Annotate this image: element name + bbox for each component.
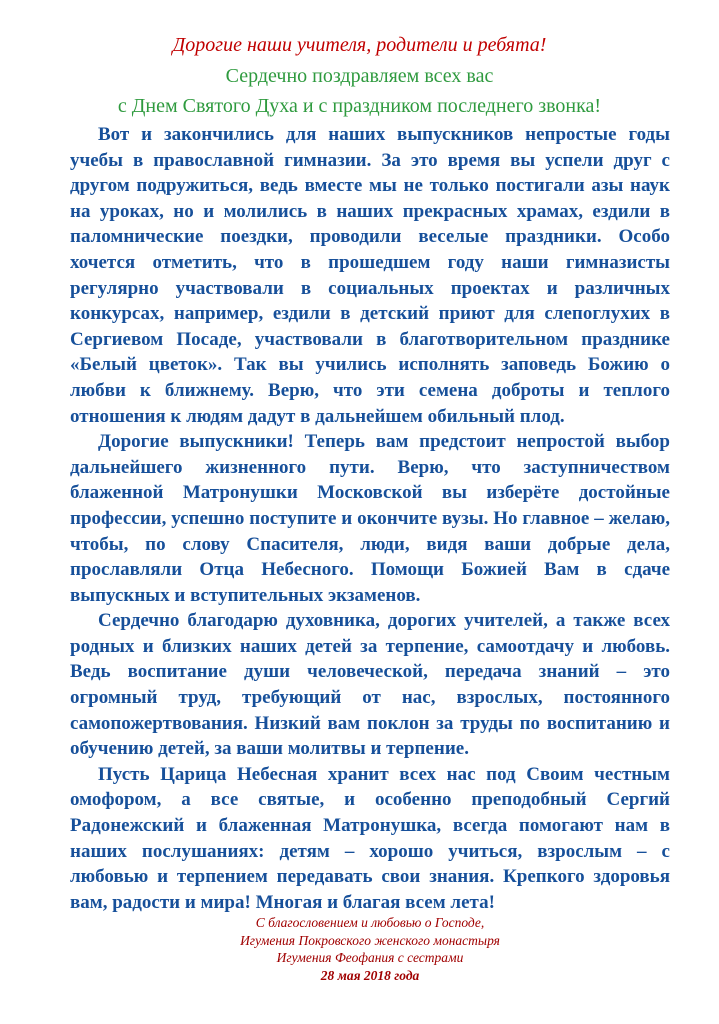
signature-line-1: С благословением и любовью о Господе, bbox=[255, 915, 485, 930]
body-paragraph-1: Вот и закончились для наших выпускников непростые годы учебы в православной гимназии. За это время вы успели друг с другом подружиться, ведь вместе мы не только постигали азы наук на уроках, но и молились в наших прекрасных храмах, ездили в паломнические поездки, проводили веселые праздники. Особо хочется отметить, что в прошедшем году наши гимназисты регулярно участвовали в социальных проектах и различных конкурсах, например, ездили в детский приют для слепоглухих в Сергиевом Посаде, участвовали в благотворительном празднике «Белый цветок». Так вы учились исполнять заповедь Божию о любви к ближнему. Верю, что эти семена доброты и теплого отношения к людям дадут в дальнейшем обильный плод. bbox=[70, 124, 670, 427]
congratulations-line-1: Сердечно поздравляем всех вас bbox=[225, 65, 494, 87]
signature-block bbox=[0, 914, 719, 984]
body-paragraph-4: Пусть Царица Небесная хранит всех нас под Своим честным омофором, а все святые, и особенно преподобный Сергий Радонежский и блаженная Матронушка, всегда помогают нам в наших послушаниях: детям – хорошо учиться, взрослым – с любовью и терпением передавать свои знания. Крепкого здоровья вам, радости и мира! Многая и благая всем лета! bbox=[70, 763, 670, 913]
signature-date: 28 мая 2018 года bbox=[320, 967, 420, 983]
signature-line-3: Игумения Феофания с сестрами bbox=[276, 950, 464, 965]
letter-body bbox=[70, 122, 670, 915]
greeting-heading: Дорогие наши учителя, родители и ребята! bbox=[172, 34, 547, 56]
signature-line-2: Игумения Покровского женского монастыря bbox=[240, 932, 500, 948]
congratulations-line-2: с Днем Святого Духа и с праздником последнего звонка! bbox=[117, 95, 602, 117]
body-paragraph-3: Сердечно благодарю духовника, дорогих учителей, а также всех родных и близких наших детей за терпение, самоотдачу и любовь. Ведь воспитание души человеческой, передача знаний – это огромный труд, требующий от нас, взрослых, постоянного самопожертвования. Низкий вам поклон за труды по воспитанию и обучению детей, за ваши молитвы и терпение. bbox=[70, 610, 670, 760]
body-paragraph-2: Дорогие выпускники! Теперь вам предстоит непростой выбор дальнейшего жизненного пути. Верю, что заступничеством блаженной Матронушки Московской вы изберёте достойные профессии, успешно поступите и окончите вузы. Но главное – желаю, чтобы, по слову Спасителя, люди, видя ваши добрые дела, прославляли Отца Небесного. Помощи Божией Вам в сдаче выпускных и вступительных экзаменов. bbox=[70, 431, 670, 606]
